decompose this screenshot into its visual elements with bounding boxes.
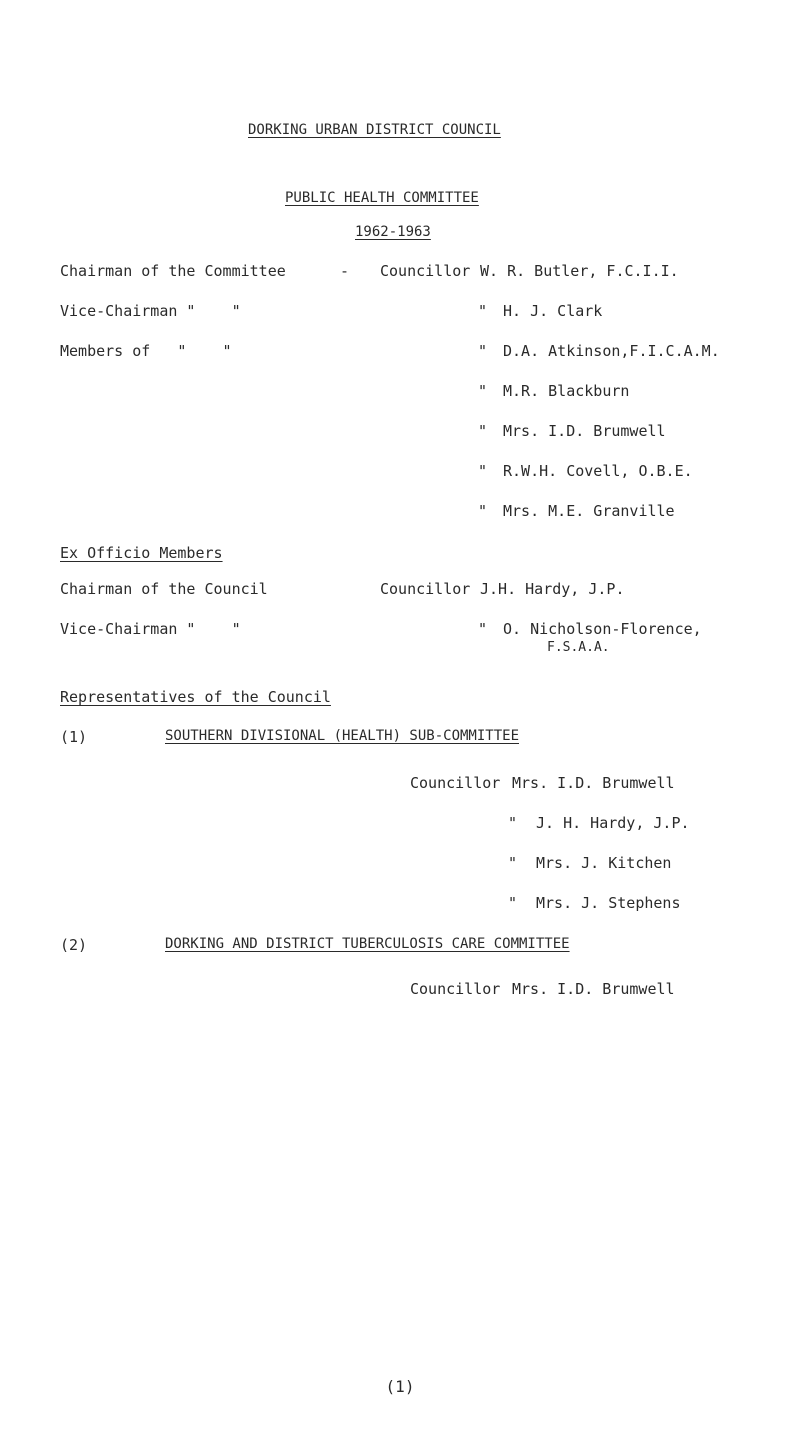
rep-title: Councillor (410, 774, 501, 792)
section-number: (1) (60, 728, 88, 746)
page-number: (1) (385, 1377, 415, 1396)
member-name: M.R. Blackburn (503, 382, 630, 400)
ex-officio-title: Councillor (380, 580, 471, 598)
ex-officio-name: O. Nicholson-Florence, (503, 620, 702, 638)
officer-dash: - (340, 262, 350, 280)
rep-title: " (508, 894, 518, 912)
member-name: Mrs. M.E. Granville (503, 502, 675, 520)
ex-officio-name: J.H. Hardy, J.P. (480, 580, 625, 598)
council-title: DORKING URBAN DISTRICT COUNCIL (248, 122, 501, 138)
officer-title: " (478, 342, 488, 360)
member-title: " (478, 462, 488, 480)
officer-title: " (478, 302, 488, 320)
committee-title: PUBLIC HEALTH COMMITTEE (285, 190, 479, 206)
ex-officio-title: " (478, 620, 488, 638)
rep-name: Mrs. I.D. Brumwell (512, 774, 675, 792)
rep-name: Mrs. J. Stephens (536, 894, 681, 912)
section-title: DORKING AND DISTRICT TUBERCULOSIS CARE COMMITTEE (165, 936, 570, 952)
rep-title: Councillor (410, 980, 501, 998)
rep-title: " (508, 854, 518, 872)
section-number: (2) (60, 936, 88, 954)
officer-title: Councillor (380, 262, 471, 280)
member-name: R.W.H. Covell, O.B.E. (503, 462, 693, 480)
ex-officio-role: Chairman of the Council (60, 580, 268, 598)
member-title: " (478, 502, 488, 520)
rep-name: J. H. Hardy, J.P. (536, 814, 690, 832)
rep-name: Mrs. J. Kitchen (536, 854, 672, 872)
committee-years: 1962-1963 (355, 224, 431, 240)
officer-role: Members of " " (60, 342, 232, 360)
member-title: " (478, 422, 488, 440)
member-name: Mrs. I.D. Brumwell (503, 422, 666, 440)
representatives-heading: Representatives of the Council (60, 688, 331, 706)
officer-name: D.A. Atkinson,F.I.C.A.M. (503, 342, 720, 360)
officer-name: H. J. Clark (503, 302, 603, 320)
officer-role: Chairman of the Committee (60, 262, 286, 280)
officer-role: Vice-Chairman " " (60, 302, 241, 320)
ex-officio-heading: Ex Officio Members (60, 544, 223, 562)
ex-officio-role: Vice-Chairman " " (60, 620, 241, 638)
member-title: " (478, 382, 488, 400)
rep-title: " (508, 814, 518, 832)
ex-officio-name-cont: F.S.A.A. (547, 640, 610, 655)
section-title: SOUTHERN DIVISIONAL (HEALTH) SUB-COMMITTEE (165, 728, 520, 744)
rep-name: Mrs. I.D. Brumwell (512, 980, 675, 998)
officer-name: W. R. Butler, F.C.I.I. (480, 262, 679, 280)
